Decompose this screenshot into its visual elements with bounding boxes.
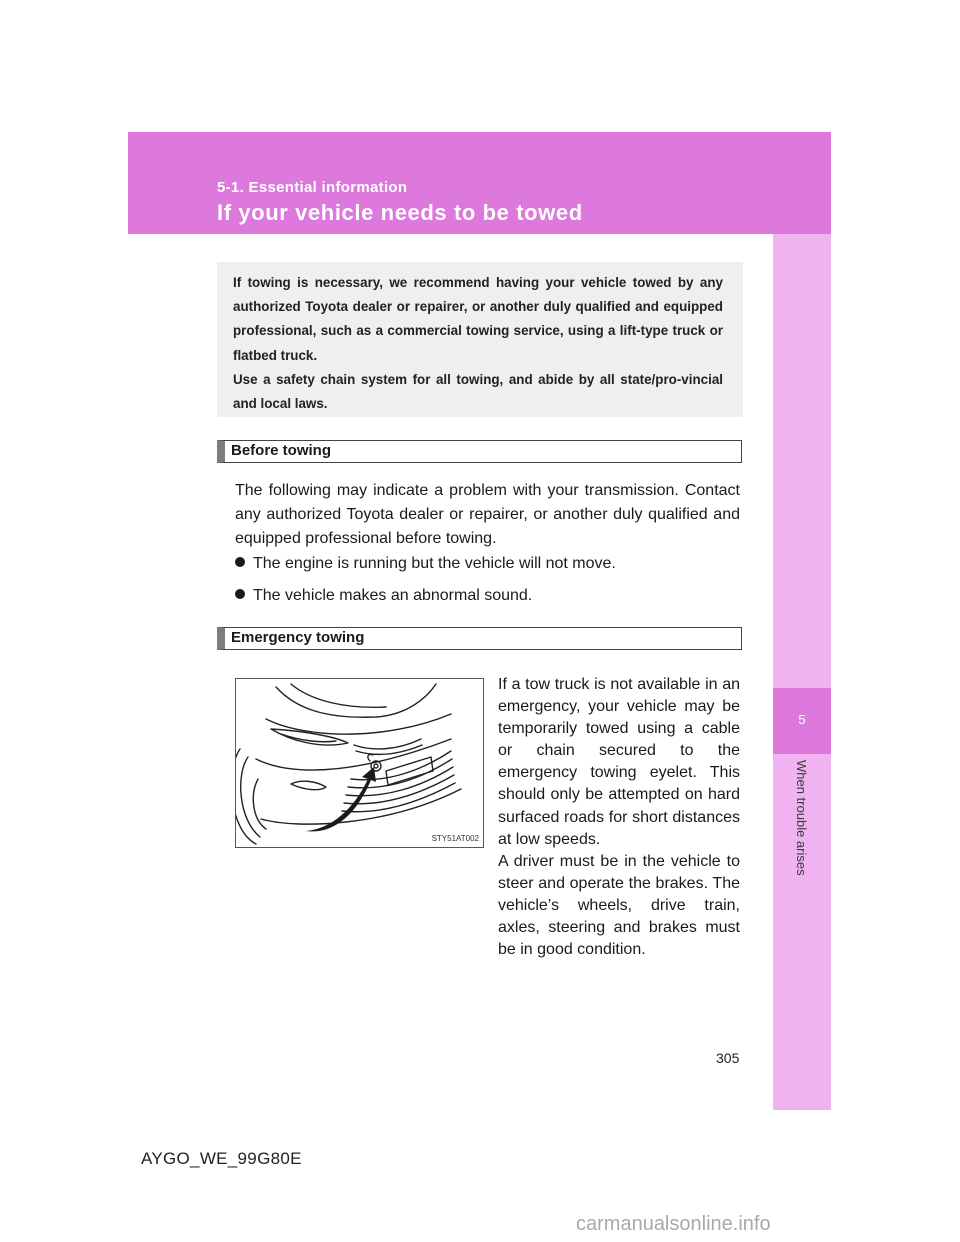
- emergency-towing-heading-bar: [217, 627, 742, 650]
- before-towing-paragraph: The following may indicate a problem with your transmission. Contact any authorized Toyota dealer or repairer, or another duly qualified and equipped professional before towing.: [235, 482, 740, 547]
- page-number: 305: [716, 1050, 740, 1066]
- chapter-number: 5: [798, 712, 806, 727]
- document-code: AYGO_WE_99G80E: [141, 1149, 302, 1168]
- before-towing-heading: Before towing: [231, 442, 331, 459]
- figure-code: STY51AT002: [431, 834, 479, 843]
- intro-box: [217, 262, 743, 417]
- bullet-item: [235, 555, 616, 573]
- before-towing-heading-bar: [217, 440, 742, 463]
- bullet-item: [235, 587, 532, 605]
- towing-eyelet-illustration: [235, 678, 484, 848]
- car-front-drawing: [236, 679, 484, 848]
- bullet-text: The vehicle makes an abnormal sound.: [253, 587, 533, 604]
- emergency-towing-paragraph: If a tow truck is not available in an emergency, your vehicle may be temporarily towed using a cable or chain secured to the emergency towing eyelet. This should only be attempted on hard surfaced roads for short distances at low speeds.: [498, 676, 740, 848]
- emergency-towing-heading: Emergency towing: [231, 629, 365, 646]
- intro-text-2: Use a safety chain system for all towing, and abide by all state/pro-vincial and local laws.: [233, 371, 723, 412]
- chapter-label: When trouble arises: [794, 760, 809, 876]
- emergency-towing-text: [498, 674, 740, 961]
- chapter-side-tab: [773, 234, 831, 1110]
- bullet-text: The engine is running but the vehicle will not move.: [253, 555, 616, 572]
- watermark[interactable]: carmanualsonline.info: [576, 1213, 771, 1235]
- page-title: If your vehicle needs to be towed: [217, 200, 583, 225]
- bullet-icon: [235, 557, 245, 567]
- intro-text: If towing is necessary, we recommend having your vehicle towed by any authorized Toyota dealer or repairer, or another duly qualified and equipped professional, such as a commercial towing service, using a lift-type truck or flatbed truck.: [233, 275, 723, 363]
- section-label: 5-1. Essential information: [217, 179, 408, 196]
- bullet-icon: [235, 589, 245, 599]
- emergency-towing-paragraph-2: A driver must be in the vehicle to steer and operate the brakes. The vehicle’s wheels, drive train, axles, steering and brakes must be in good condition.: [498, 852, 740, 959]
